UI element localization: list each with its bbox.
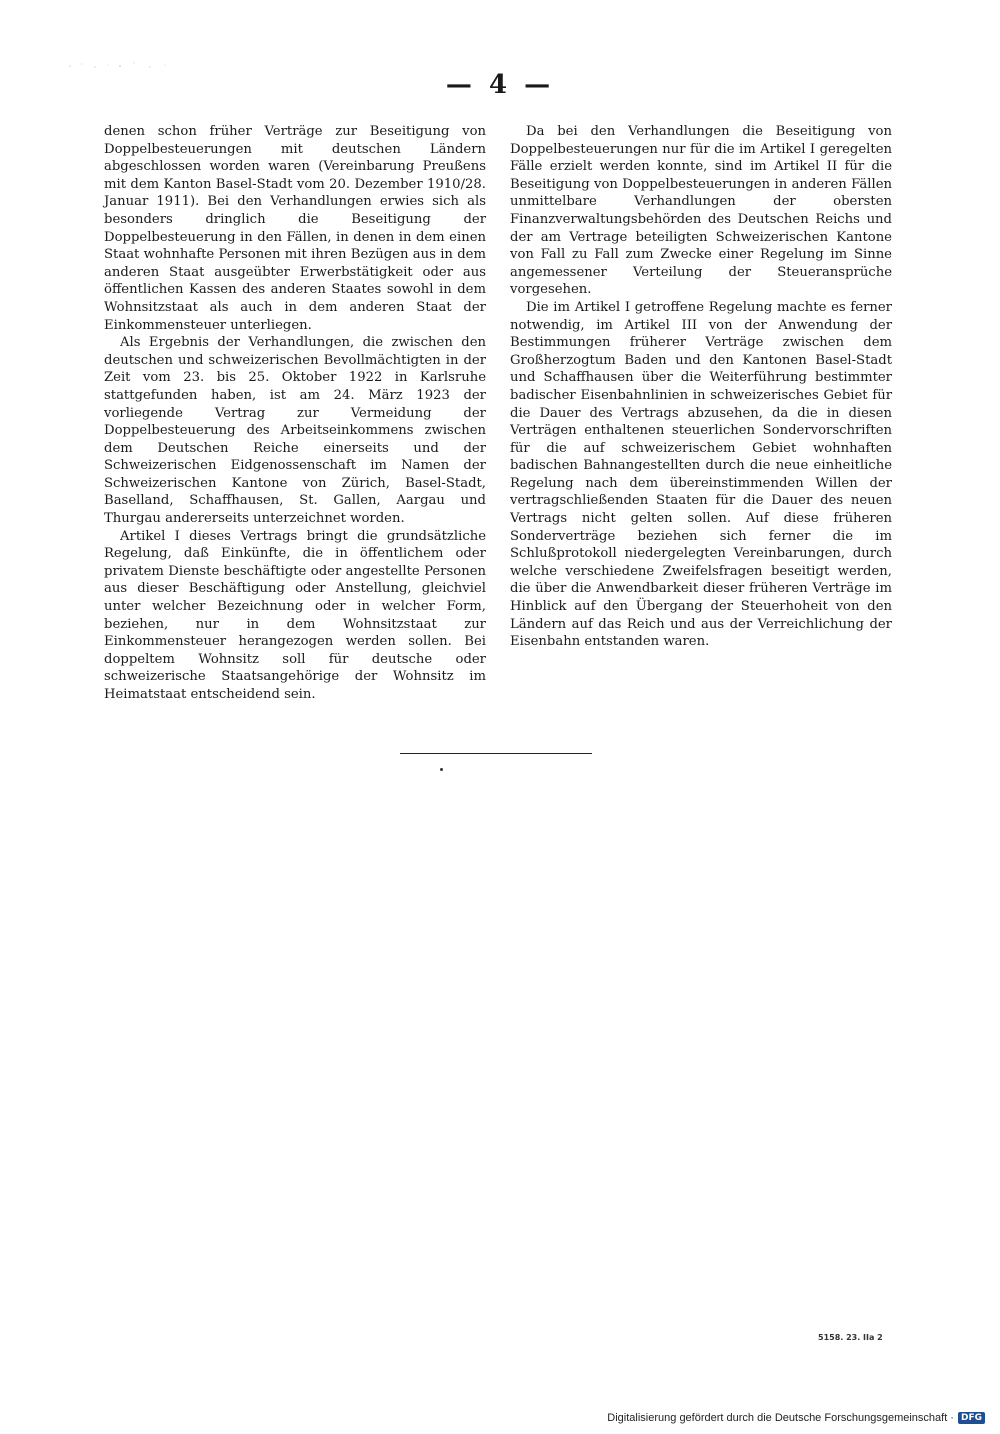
page-number: — 4 — bbox=[445, 70, 555, 100]
paragraph: Als Ergebnis der Verhandlungen, die zwischen den deutschen und schweizerischen Bevollmächtigten in der Zeit vom 23. bis 25. Oktober 1922 in Karlsruhe stattgefunden haben, ist am 24. März 1923 der vorliegende Vertrag zur Vermeidung der Doppelbesteuerung des Arbeitseinkommens zwischen dem Deutschen Reiche einerseits und der Schweizerischen Eidgenossenschaft im Namen der Schweizerischen Kantone von Zürich, Basel-Stadt, Baselland, Schaffhausen, St. Gallen, Aargau und Thurgau andererseits unterzeichnet worden. bbox=[104, 335, 486, 527]
paragraph: Da bei den Verhandlungen die Beseitigung von Doppelbesteuerungen nur für die im Artikel I geregelten Fälle erzielt werden konnte, sind im Artikel II für die Beseitigung von Doppelbesteuerungen in anderen Fällen unmittelbare Verhandlungen der obersten Finanzverwaltungsbehörden des Deutschen Reichs und der am Vertrage beteiligten Schweizerischen Kantone von Fall zu Fall zum Zwecke einer Regelung im Sinne angemessener Verteilung der Steueransprüche vorgesehen. bbox=[510, 124, 892, 298]
paragraph: Die im Artikel I getroffene Regelung machte es ferner notwendig, im Artikel III von der Anwendung der Bestimmungen früherer Verträge zwischen dem Großherzogtum Baden und den Kantonen Basel-Stadt und Schaffhausen über die Weiterführung bestimmter badischer Eisenbahnlinien in schweizerisches Gebiet für die Dauer des Vertrags abzusehen, da die in diesen Verträgen enthaltenen steuerlichen Sondervorschriften für die auf schweizerischem Gebiet wohnhaften badischen Bahnangestellten durch die neue einheitliche Regelung nach dem übereinstimmenden Willen der vertragschließenden Staaten für die Dauer des neuen Vertrags nicht gelten sollen. Auf diese früheren Sonderverträge beziehen sich ferner die im Schlußprotokoll niedergelegten Vereinbarungen, durch welche verschiedene Zweifelsfragen beseitigt werden, die über die Anwendbarkeit dieser früheren Verträge im Hinblick auf den Übergang der Steuerhoheit von den Ländern auf das Reich und aus der Verreichlichung der Eisenbahn entstanden waren. bbox=[510, 299, 892, 650]
paragraph: Artikel I dieses Vertrags bringt die grundsätzliche Regelung, daß Einkünfte, die in öffentlichem oder privatem Dienste beschäftigte oder angestellte Personen aus dieser Beschäftigung oder Anstellung, gleichviel unter welcher Bezeichnung oder in welcher Form, beziehen, nur in dem Wohnsitzstaat zur Einkommensteuer herangezogen werden sollen. Bei doppeltem Wohnsitz soll für deutsche oder schweizerische Staatsangehörige der Wohnsitz im Heimatstaat entscheidend sein. bbox=[104, 528, 486, 702]
paragraph: denen schon früher Verträge zur Beseitigung von Doppelbesteuerungen mit deutschen Ländern abgeschlossen worden waren (Vereinbarung Preußens mit dem Kanton Basel-Stadt vom 20. Dezember 1910/28. Januar 1911). Bei den Verhandlungen erwies sich als besonders dringlich die Beseitigung der Doppelbesteuerung in den Fällen, in denen in dem einen Staat wohnhafte Personen mit ihren Bezügen aus in dem anderen Staat ausgeübter Erwerbstätigkeit oder aus öffentlichen Kassen des anderen Staates sowohl in dem Wohnsitzstaat als auch in dem anderen Staat der Einkommensteuer unterliegen. bbox=[104, 124, 486, 333]
digitization-footer bbox=[607, 1412, 985, 1424]
left-column bbox=[104, 123, 486, 704]
footer-text: Digitalisierung gefördert durch die Deutsche Forschungsgemeinschaft · bbox=[607, 1412, 954, 1424]
divider-dot bbox=[440, 768, 443, 771]
right-column bbox=[510, 123, 892, 651]
print-code: 5158. 23. IIa 2 bbox=[818, 1333, 883, 1342]
section-divider bbox=[400, 753, 592, 754]
dfg-logo: DFG bbox=[958, 1412, 985, 1424]
